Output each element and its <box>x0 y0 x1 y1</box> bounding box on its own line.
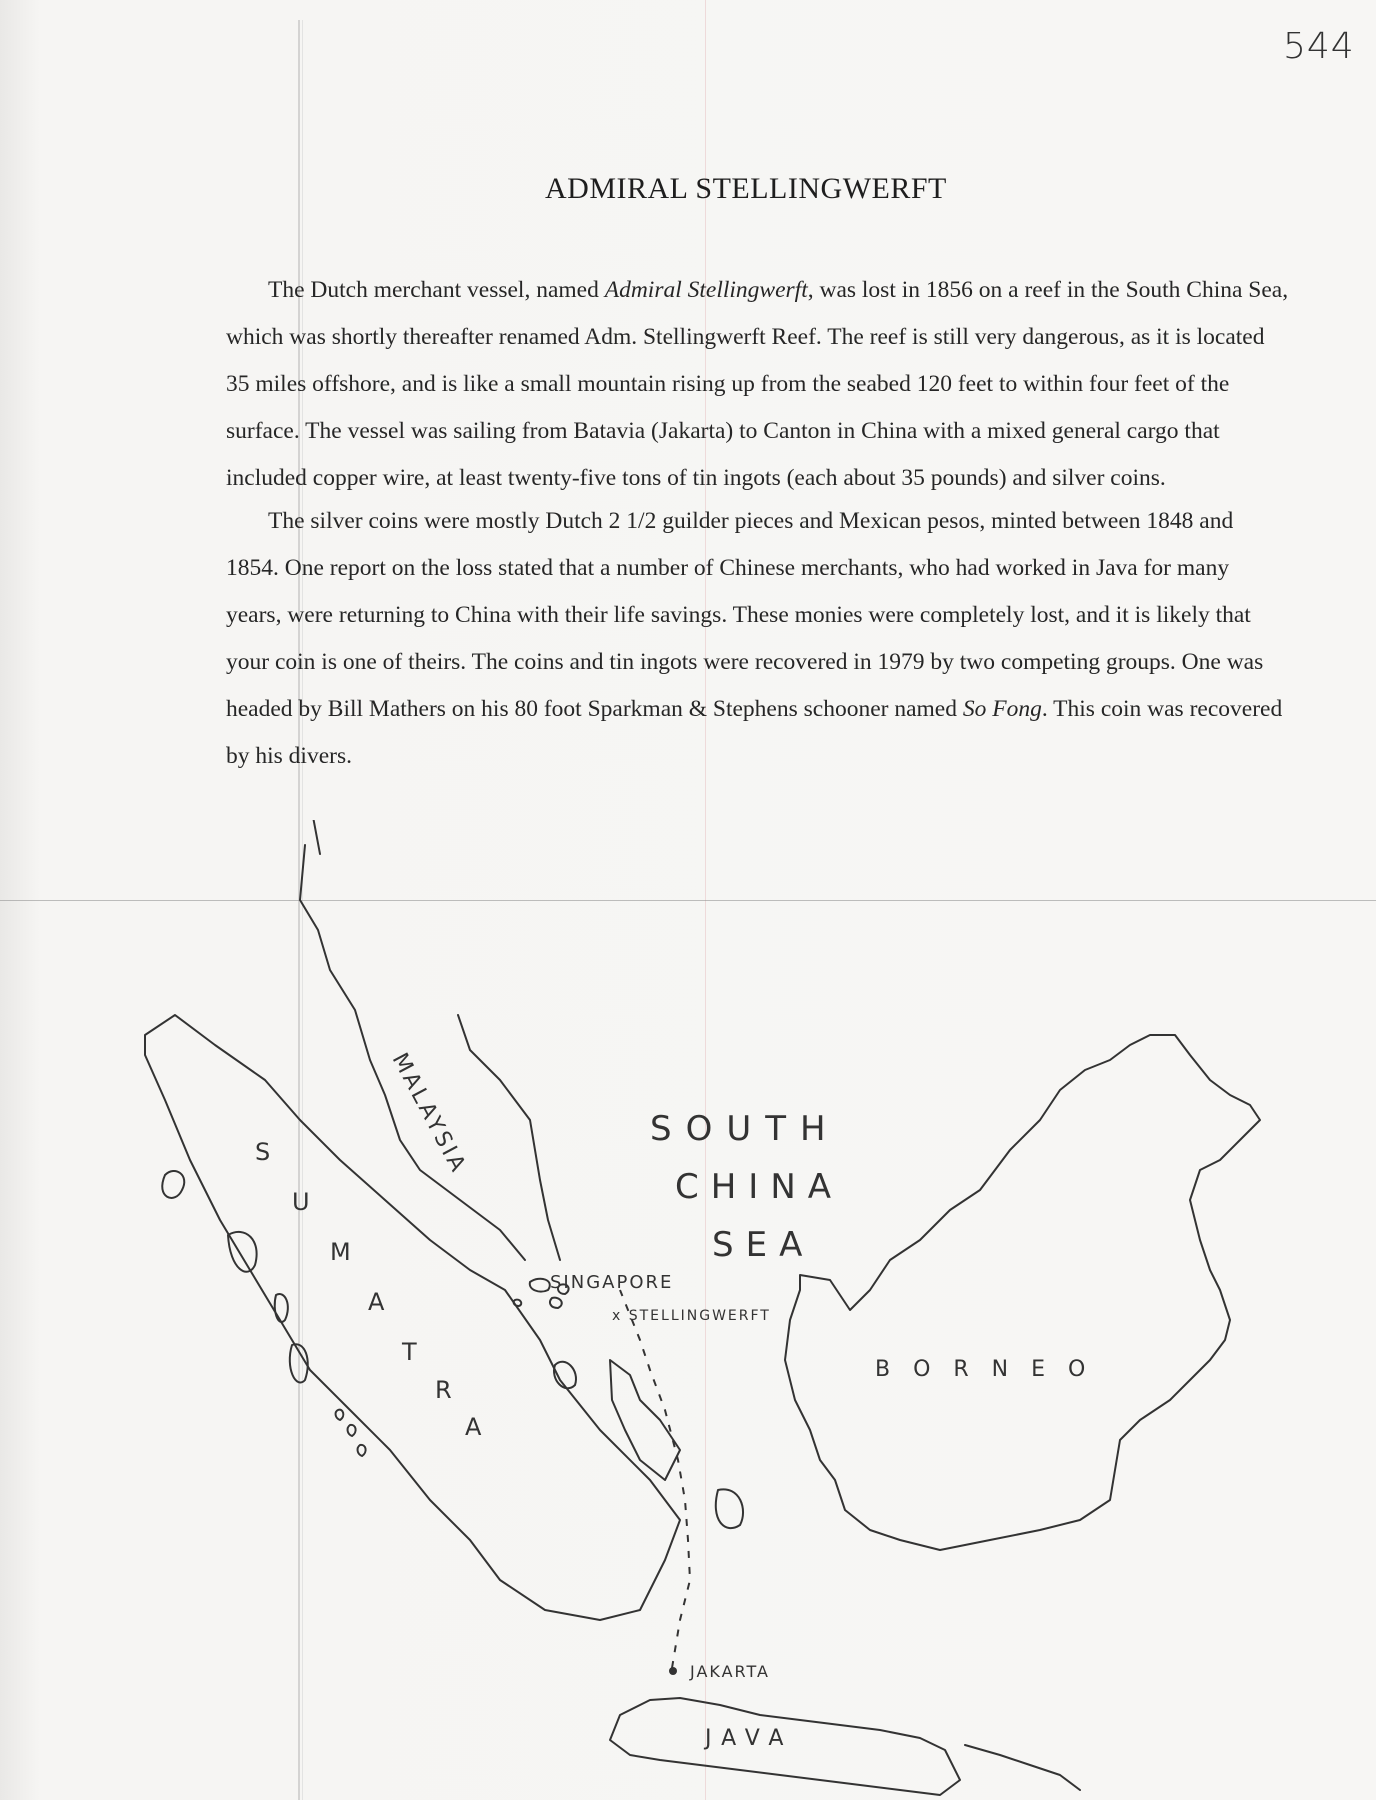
page-number: 544 <box>1283 26 1355 67</box>
sumatra-letter-u: U <box>292 1188 310 1216</box>
hand-drawn-map <box>0 820 1376 1800</box>
page-title: ADMIRAL STELLINGWERFT <box>545 172 947 205</box>
java-east-coast <box>965 1745 1080 1790</box>
map-label-south: SOUTH <box>650 1109 840 1149</box>
map-label-borneo: B O R N E O <box>875 1357 1094 1382</box>
map-label-singapore: SINGAPORE <box>550 1272 674 1293</box>
paragraph-2-text-b: . This coin was recovered by his divers. <box>226 696 1283 769</box>
island-2 <box>228 1232 257 1272</box>
sumatra-letter-t: T <box>402 1338 417 1366</box>
map-label-sumatra <box>255 1138 482 1441</box>
malaysia-coast-west <box>300 845 525 1260</box>
island-5 <box>336 1410 344 1420</box>
map-label-stellingwerft: x STELLINGWERFT <box>612 1308 771 1324</box>
sumatra-letter-s: S <box>255 1138 271 1166</box>
borneo-coast <box>785 1035 1260 1550</box>
map-label-java: JAVA <box>705 1726 794 1751</box>
map-label-china: CHINA <box>675 1167 844 1207</box>
paragraph-2 <box>226 498 1290 780</box>
malaysia-coast-east <box>458 1015 560 1260</box>
bangka-island <box>610 1360 680 1480</box>
map-label-sea: SEA <box>712 1225 815 1265</box>
shipping-route <box>620 1290 690 1668</box>
sumatra-letter-a: A <box>368 1288 385 1316</box>
paragraph-2-text-a: The silver coins were mostly Dutch 2 1/2 guilder pieces and Mexican pesos, minted between 1848 and 1854. One report on the loss stated that a number of Chinese merchants, who had worked in Java for many years, were returning to China with their life savings. These monies were completely lost, and it is likely that your coin is one of theirs. The coins and tin ingots were recovered in 1979 by two competing groups. One was headed by Bill Mathers on his 80 foot Sparkman & Stephens schooner named <box>226 508 1264 722</box>
sumatra-letter-r: R <box>435 1376 452 1404</box>
map-label-jakarta: JAKARTA <box>690 1662 770 1681</box>
sumatra-letter-a2: A <box>465 1413 482 1441</box>
island-7 <box>358 1445 366 1456</box>
map-border-tick <box>308 820 320 854</box>
sumatra-letter-m: M <box>330 1238 351 1266</box>
paragraph-1-text-b: , was lost in 1856 on a reef in the South China Sea, which was shortly thereafter renamed Adm. Stellingwerft Reef. The reef is still very dangerous, as it is located 35 miles offshore, and is like a small mountain rising up from the seabed 120 feet to within four feet of the surface. The vessel was sailing from Batavia (Jakarta) to Canton in China with a mixed general cargo that included copper wire, at least twenty-five tons of tin ingots (each about 35 pounds) and silver coins. <box>226 277 1289 491</box>
jakarta-dot <box>669 1667 677 1675</box>
paragraph-1-text-a: The Dutch merchant vessel, named <box>268 277 605 303</box>
island-3 <box>275 1294 288 1322</box>
belitung-island <box>716 1489 743 1528</box>
island-6 <box>348 1425 356 1436</box>
ship-name-italic: Admiral Stellingwerft <box>604 277 808 303</box>
map-label-malaysia: MALAYSIA <box>386 1049 472 1179</box>
schooner-name-italic: So Fong <box>962 696 1042 722</box>
island-1 <box>162 1171 184 1198</box>
article-body <box>226 267 1290 780</box>
paragraph-1 <box>226 267 1290 502</box>
